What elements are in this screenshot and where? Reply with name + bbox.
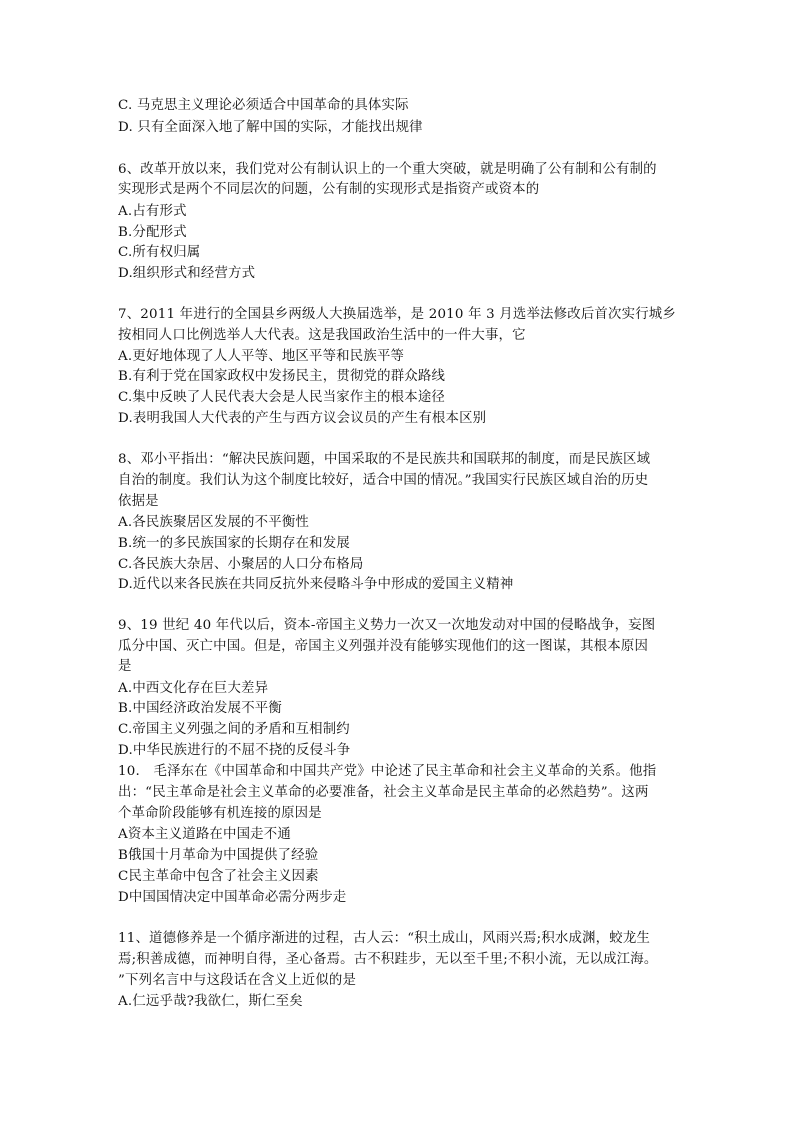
question-text: 按相同人口比例选举人大代表。这是我国政治生活中的一件大事，它 [118,328,526,343]
question-text: 出：“民主革命是社会主义革命的必要准备，社会主义革命是民主革命的必然趋势”。这两 [118,785,649,800]
question-text: 11、道德修养是一个循序渐进的过程，古人云：“积土成山，风雨兴焉;积水成渊，蛟龙生 [118,931,651,946]
option-line: C. 马克思主义理论必须适合中国革命的具体实际 [118,98,409,113]
option-line: C民主革命中包含了社会主义因素 [118,869,319,884]
question-text: ”下列名言中与这段话在含义上近似的是 [118,973,357,988]
question-text: 瓜分中国、灭亡中国。但是，帝国主义列强并没有能够实现他们的这一图谋，其根本原因 [118,639,649,654]
option-line: C.各民族大杂居、小聚居的人口分布格局 [118,557,364,572]
option-line: D.近代以来各民族在共同反抗外来侵略斗争中形成的爱国主义精神 [118,577,514,592]
option-line: C.所有权归属 [118,245,201,260]
option-line: D.中华民族进行的不屈不挠的反侵斗争 [118,743,351,758]
option-line: A.更好地体现了人人平等、地区平等和民族平等 [118,349,405,364]
question-text: 9、19 世纪 40 年代以后，资本-帝国主义势力一次又一次地发动对中国的侵略战争，妄图 [118,618,656,633]
option-line: A.各民族聚居区发展的不平衡性 [118,515,310,530]
question-text: 8、邓小平指出：“解决民族问题，中国采取的不是民族共和国联邦的制度，而是民族区域 [118,452,651,467]
option-line: D.表明我国人大代表的产生与西方议会议员的产生有根本区别 [118,411,487,426]
option-line: B.有利于党在国家政权中发扬民主，贯彻党的群众路线 [118,369,446,384]
option-line: B.分配形式 [118,225,187,240]
question-text: 是 [118,659,132,674]
option-line: A资本主义道路在中国走不通 [118,827,291,842]
question-text: 7、2011 年进行的全国县乡两级人大换届选举，是 2010 年 3 月选举法修改后首次实行城乡 [118,307,676,322]
option-line: A.中西文化存在巨大差异 [118,681,269,696]
question-text: 自治的制度。我们认为这个制度比较好，适合中国的情况。”我国实行民族区域自治的历史 [118,473,649,488]
option-line: B.统一的多民族国家的长期存在和发展 [118,536,350,551]
question-text: 6、改革开放以来，我们党对公有制认识上的一个重大突破，就是明确了公有制和公有制的 [118,162,657,177]
option-line: D. 只有全面深入地了解中国的实际，才能找出规律 [118,120,423,135]
question-text: 个革命阶段能够有机连接的原因是 [118,806,322,821]
question-text: 实现形式是两个不同层次的问题，公有制的实现形式是指资产或资本的 [118,182,540,197]
question-text: 焉;积善成德，而神明自得，圣心备焉。古不积跬步，无以至千里;不积小流，无以成江海。 [118,952,658,967]
option-line: B俄国十月革命为中国提供了经验 [118,848,319,863]
option-line: A.仁远乎哉?我欲仁，斯仁至矣 [118,994,303,1009]
question-text: 10. 毛泽东在《中国革命和中国共产党》中论述了民主革命和社会主义革命的关系。他指 [118,764,657,779]
option-line: A.占有形式 [118,204,187,219]
option-line: C.帝国主义列强之间的矛盾和互相制约 [118,722,350,737]
option-line: B.中国经济政治发展不平衡 [118,701,282,716]
option-line: C.集中反映了人民代表大会是人民当家作主的根本途径 [118,390,446,405]
question-text: 依据是 [118,494,159,509]
option-line: D中国国情决定中国革命必需分两步走 [118,890,347,905]
option-line: D.组织形式和经营方式 [118,266,256,281]
